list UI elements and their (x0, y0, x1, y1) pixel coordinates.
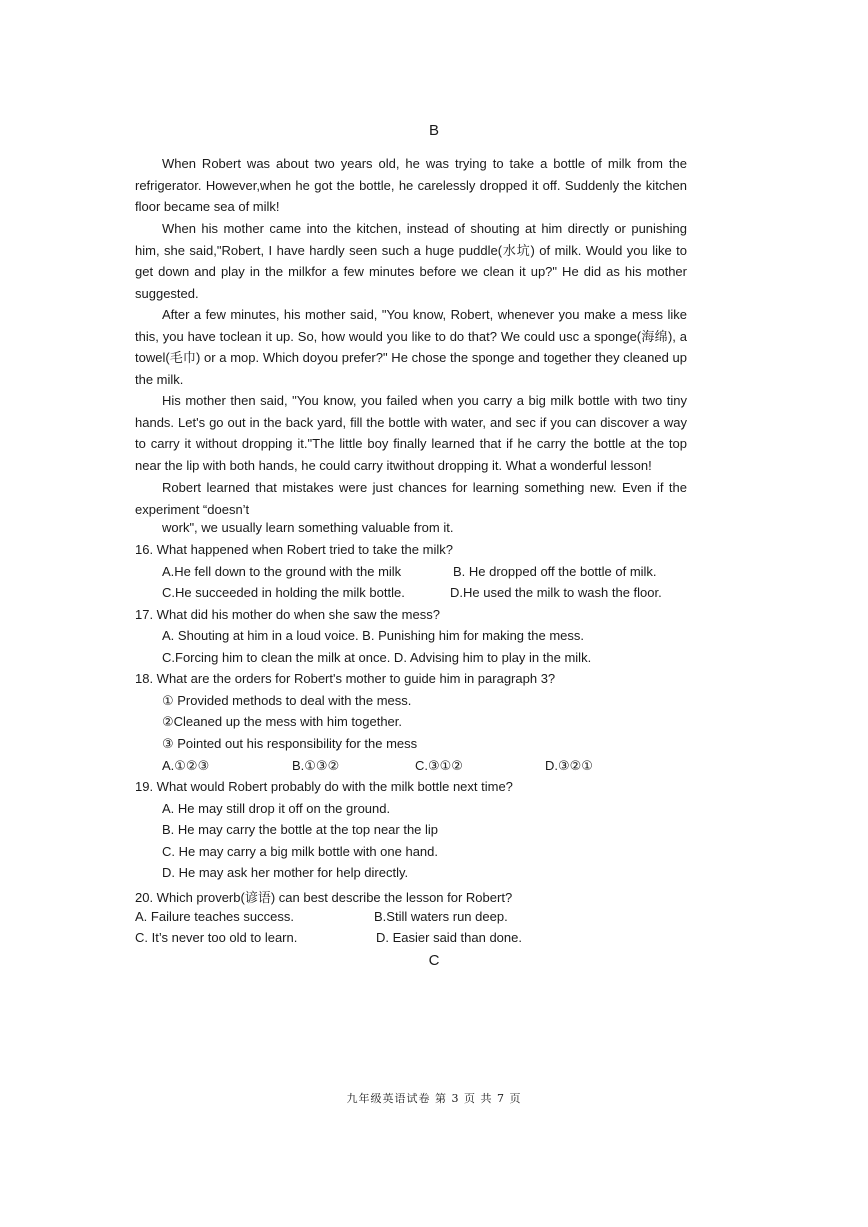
q17-options-ab: A. Shouting at him in a loud voice. B. Punishing him for making the mess. (162, 628, 584, 643)
q19-option-a: A. He may still drop it off on the ground. (162, 801, 391, 816)
passage-paragraph: Robert learned that mistakes were just chances for learning something new. Even if the experiment “doesn’t (135, 480, 687, 517)
section-c-heading: C (428, 952, 440, 969)
q19-option-c: C. He may carry a big milk bottle with one hand. (162, 844, 439, 859)
question-19-stem: 19. What would Robert probably do with the milk bottle next time? (135, 779, 513, 794)
question-18-stem: 18. What are the orders for Robert's mother to guide him in paragraph 3? (135, 671, 556, 686)
section-b-heading: B (428, 122, 439, 139)
passage-paragraph-continuation: work", we usually learn something valuable from it. (162, 520, 454, 535)
passage-paragraph: When his mother came into the kitchen, instead of shouting at him directly or punishing him, she said,"Robert, I have hardly seen such a huge puddle(水坑) of milk. Would you like to get down and play in the milkfor a few minutes before we clean it up?" He did as his mother suggested. (135, 221, 687, 301)
q18-option-c: C.③①② (415, 758, 463, 773)
question-17-stem: 17. What did his mother do when she saw the mess? (135, 607, 440, 622)
q16-option-d: D.He used the milk to wash the floor. (450, 585, 662, 600)
q18-option-a: A.①②③ (162, 758, 210, 773)
question-20-stem: 20. Which proverb(谚语) can best describe the lesson for Robert? (135, 890, 513, 905)
page-footer: 九年级英语试卷 第 3 页 共 7 页 (346, 1092, 522, 1105)
q16-option-c: C.He succeeded in holding the milk bottle. (162, 585, 405, 600)
q18-item-1: ① Provided methods to deal with the mess. (162, 693, 412, 708)
q17-options-cd: C.Forcing him to clean the milk at once. D. Advising him to play in the milk. (162, 650, 592, 665)
q20-option-b: B.Still waters run deep. (374, 909, 508, 924)
q19-option-b: B. He may carry the bottle at the top near the lip (162, 822, 439, 837)
q20-option-d: D. Easier said than done. (376, 930, 522, 945)
q18-option-d: D.③②① (545, 758, 593, 773)
q16-option-a: A.He fell down to the ground with the milk (162, 564, 402, 579)
passage-paragraph: His mother then said, "You know, you failed when you carry a big milk bottle with two tiny hands. Let's go out in the back yard, fill the bottle with water, and sec if you can discover a way to carry it without dropping it."The little boy finally learned that if he carry the bottle at the top near the lip with both hands, he could carry itwithout dropping it. What a wonderful lesson! (135, 393, 687, 473)
passage-paragraph: After a few minutes, his mother said, "You know, Robert, whenever you make a mess like this, you have toclean it up. So, how would you like to do that? We could usc a sponge(海绵), a towel(毛巾) or a mop. Which doyou prefer?" He chose the sponge and together they cleaned up the milk. (135, 307, 687, 387)
q16-option-b: B. He dropped off the bottle of milk. (453, 564, 657, 579)
q18-option-b: B.①③② (292, 758, 340, 773)
passage-paragraph: When Robert was about two years old, he was trying to take a bottle of milk from the refrigerator. However,when he got the bottle, he carelessly dropped it off. Suddenly the kitchen floor became sea of milk! (135, 156, 687, 215)
q18-item-2: ②Cleaned up the mess with him together. (162, 714, 403, 729)
q19-option-d: D. He may ask her mother for help directly. (162, 865, 409, 880)
q18-item-3: ③ Pointed out his responsibility for the mess (162, 736, 418, 751)
q20-option-c: C. It’s never too old to learn. (135, 930, 298, 945)
question-16-stem: 16. What happened when Robert tried to take the milk? (135, 542, 453, 557)
q20-option-a: A. Failure teaches success. (135, 909, 294, 924)
